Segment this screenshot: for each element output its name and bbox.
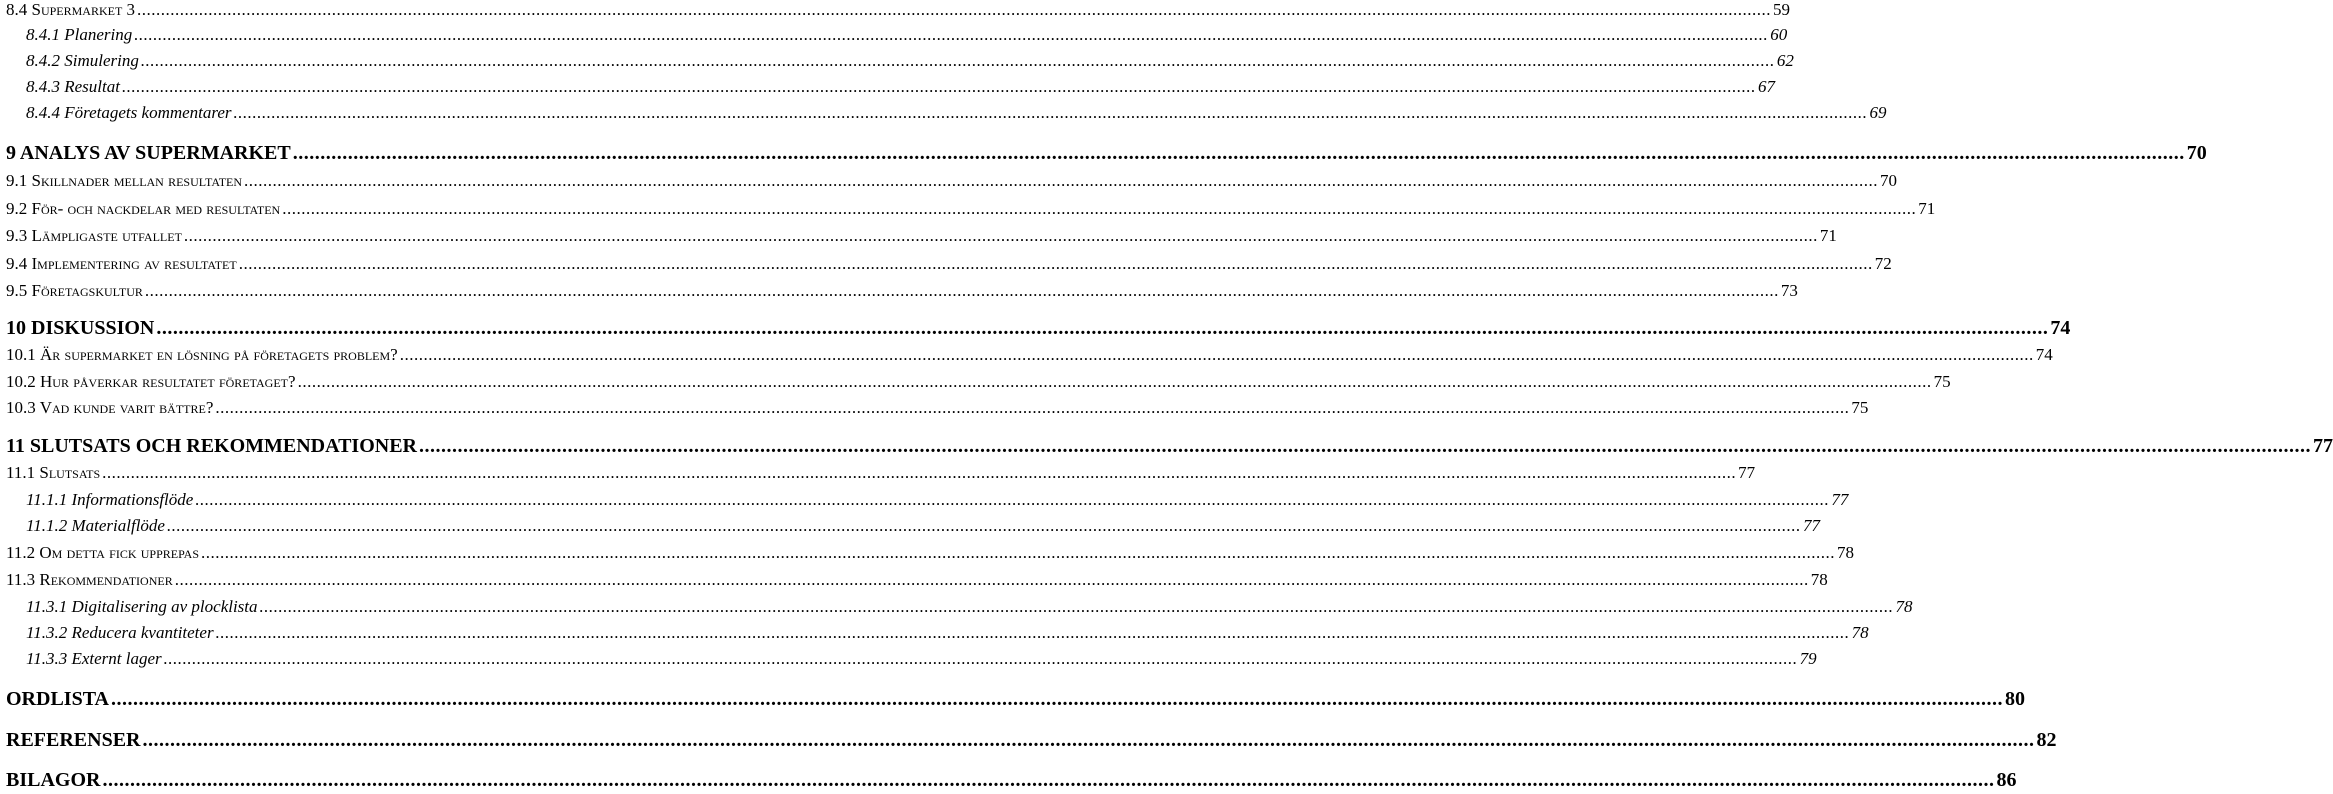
toc-entry-title: 8.4.1 Planering — [26, 25, 133, 44]
toc-entry[interactable] — [0, 226, 1837, 246]
toc-entry[interactable] — [0, 25, 1788, 45]
toc-entry[interactable] — [0, 345, 2053, 365]
toc-entry-page: 78 — [1851, 623, 1869, 642]
toc-entry-title: 9 ANALYS AV SUPERMARKET — [6, 142, 291, 164]
dot-leader — [164, 649, 1798, 669]
toc-entry[interactable] — [0, 688, 2025, 711]
toc-entry-title: ORDLISTA — [6, 688, 109, 710]
toc-entry[interactable] — [0, 769, 2017, 792]
toc-entry[interactable] — [0, 435, 2333, 458]
toc-entry-page: 59 — [1773, 0, 1791, 19]
toc-entry-page: 67 — [1757, 77, 1775, 96]
toc-entry-title: REFERENSER — [6, 729, 141, 751]
toc-entry[interactable] — [0, 0, 1791, 20]
toc-entry-title: 11.3.2 Reducera kvantiteter — [26, 623, 214, 642]
dot-leader — [156, 317, 2048, 340]
toc-entry[interactable] — [0, 77, 1775, 97]
toc-entry-title: 11.1 Slutsats — [6, 463, 101, 482]
toc-entry-page: 82 — [2036, 729, 2057, 751]
toc-entry[interactable] — [0, 398, 1869, 418]
toc-entry-title: 9.1 Skillnader mellan resultaten — [6, 171, 243, 190]
toc-entry-page: 86 — [1996, 769, 2017, 791]
toc-entry[interactable] — [0, 729, 2057, 752]
toc-entry-title: 11.3.1 Digitalisering av plocklista — [26, 597, 258, 616]
dot-leader — [102, 463, 1736, 483]
dot-leader — [195, 490, 1829, 510]
toc-entry-page: 77 — [1738, 463, 1756, 482]
dot-leader — [145, 281, 1779, 301]
toc-entry-page: 80 — [2005, 688, 2025, 710]
toc-entry-page: 78 — [1895, 597, 1913, 616]
toc-entry-page: 77 — [1831, 490, 1849, 509]
toc-entry-page: 77 — [2313, 435, 2333, 457]
toc-entry[interactable] — [0, 254, 1892, 274]
toc-entry[interactable] — [0, 490, 1849, 510]
dot-leader — [137, 0, 1771, 20]
dot-leader — [239, 254, 1873, 274]
dot-leader — [167, 516, 1801, 536]
toc-entry[interactable] — [0, 543, 1855, 563]
toc-entry[interactable] — [0, 51, 1794, 71]
toc-entry-page: 78 — [1837, 543, 1855, 562]
toc-entry[interactable] — [0, 597, 1913, 617]
toc-entry-title: 9.2 För- och nackdelar med resultaten — [6, 199, 281, 218]
toc-entry[interactable] — [0, 570, 1828, 590]
toc-entry-title: 10.3 Vad kunde varit bättre? — [6, 398, 214, 417]
toc-entry-title: 11.2 Om detta fick upprepas — [6, 543, 200, 562]
toc-entry-page: 77 — [1802, 516, 1820, 535]
toc-entry-title: 10.1 Är supermarket en lösning på företagets problem? — [6, 345, 398, 364]
toc-entry-page: 70 — [2186, 142, 2207, 164]
toc-entry[interactable] — [0, 199, 1936, 219]
dot-leader — [122, 77, 1756, 97]
dot-leader — [142, 729, 2034, 752]
toc-entry[interactable] — [0, 142, 2207, 165]
toc-entry-title: 10.2 Hur påverkar resultatet företaget? — [6, 372, 296, 391]
toc-entry-page: 74 — [2050, 317, 2071, 339]
toc-entry-title: 9.3 Lämpligaste utfallet — [6, 226, 182, 245]
dot-leader — [298, 372, 1932, 392]
toc-entry-title: 11 SLUTSATS OCH REKOMMENDATIONER — [6, 435, 417, 457]
toc-entry[interactable] — [0, 281, 1798, 301]
toc-entry[interactable] — [0, 317, 2071, 340]
toc-entry-title: 11.1.1 Informationsflöde — [26, 490, 194, 509]
toc-entry[interactable] — [0, 463, 1756, 483]
toc-entry-page: 75 — [1851, 398, 1869, 417]
toc-entry-title: 8.4.3 Resultat — [26, 77, 120, 96]
toc-entry-page: 71 — [1918, 199, 1936, 218]
dot-leader — [184, 226, 1818, 246]
toc-entry[interactable] — [0, 649, 1817, 669]
dot-leader — [419, 435, 2311, 458]
toc-entry-page: 74 — [2035, 345, 2053, 364]
toc-entry[interactable] — [0, 623, 1869, 643]
toc-entry-page: 69 — [1869, 103, 1887, 122]
dot-leader — [216, 623, 1850, 643]
dot-leader — [141, 51, 1775, 71]
toc-entry-page: 73 — [1780, 281, 1798, 300]
toc-entry-title: 8.4 Supermarket 3 — [6, 0, 136, 19]
toc-entry-page: 60 — [1770, 25, 1788, 44]
toc-entry-page: 72 — [1874, 254, 1892, 273]
toc-entry-page: 62 — [1776, 51, 1794, 70]
dot-leader — [102, 769, 1994, 792]
dot-leader — [400, 345, 2034, 365]
dot-leader — [293, 142, 2185, 165]
toc-entry-title: 11.3 Rekommendationer — [6, 570, 173, 589]
dot-leader — [244, 171, 1878, 191]
dot-leader — [282, 199, 1916, 219]
dot-leader — [175, 570, 1809, 590]
toc-entry-title: 10 DISKUSSION — [6, 317, 155, 339]
toc-entry-title: 11.1.2 Materialflöde — [26, 516, 165, 535]
toc-entry[interactable] — [0, 516, 1820, 536]
toc-entry[interactable] — [0, 171, 1898, 191]
toc-entry-page: 78 — [1810, 570, 1828, 589]
dot-leader — [234, 103, 1868, 123]
toc-entry-title: 11.3.3 Externt lager — [26, 649, 162, 668]
dot-leader — [260, 597, 1894, 617]
toc-entry-page: 75 — [1933, 372, 1951, 391]
dot-leader — [201, 543, 1835, 563]
dot-leader — [134, 25, 1768, 45]
toc-entry-title: 9.4 Implementering av resultatet — [6, 254, 237, 273]
toc-entry[interactable] — [0, 372, 1951, 392]
toc-entry-title: BILAGOR — [6, 769, 101, 791]
toc-entry-title: 9.5 Företagskultur — [6, 281, 143, 300]
dot-leader — [111, 688, 2003, 711]
toc-entry[interactable] — [0, 103, 1887, 123]
toc-entry-page: 70 — [1880, 171, 1898, 190]
toc-entry-title: 8.4.4 Företagets kommentarer — [26, 103, 232, 122]
toc-entry-page: 79 — [1799, 649, 1817, 668]
dot-leader — [215, 398, 1849, 418]
toc-entry-page: 71 — [1819, 226, 1837, 245]
toc-entry-title: 8.4.2 Simulering — [26, 51, 139, 70]
